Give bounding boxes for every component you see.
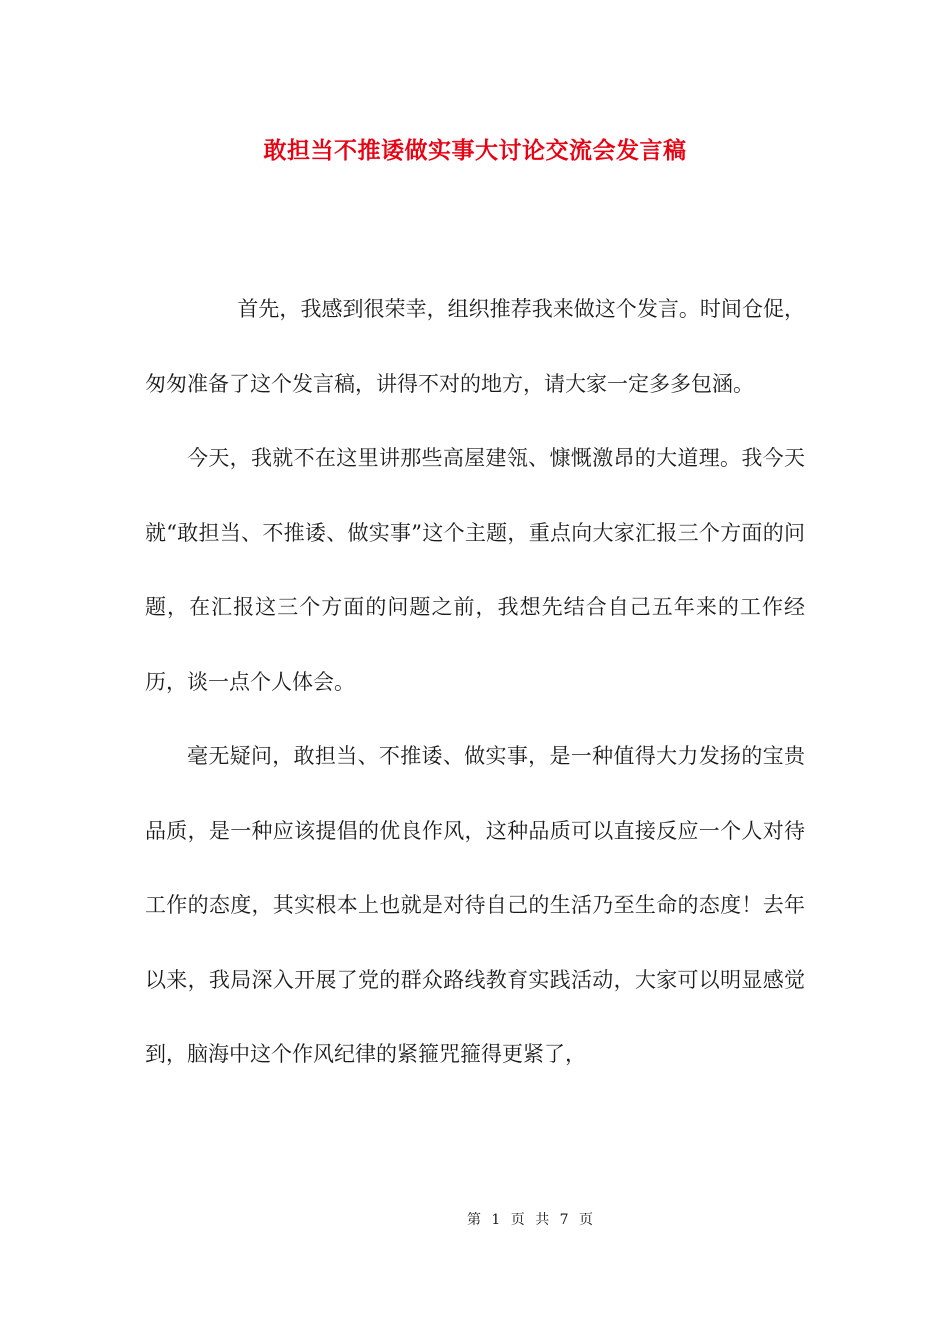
footer-page-word: 页 <box>510 1212 525 1228</box>
footer-total-prefix: 共 <box>535 1212 550 1228</box>
footer-total-pages: 7 <box>559 1212 569 1228</box>
paragraph-1: 首先，我感到很荣幸，组织推荐我来做这个发言。时间仓促，匆匆准备了这个发言稿，讲得不对的地方，请大家一定多多包涵。 <box>145 297 805 396</box>
document-title: 敢担当不推诿做实事大讨论交流会发言稿 <box>263 137 687 164</box>
document-body <box>145 272 805 1092</box>
footer-current-page: 1 <box>491 1212 501 1228</box>
footer-prefix: 第 <box>466 1212 481 1228</box>
footer-suffix: 页 <box>579 1212 594 1228</box>
paragraph-2: 今天，我就不在这里讲那些高屋建瓴、慷慨激昂的大道理。我今天就“敢担当、不推诿、做实事”这个主题，重点向大家汇报三个方面的问题，在汇报这三个方面的问题之前，我想先结合自己五年来的工作经历，谈一点个人体会。 <box>145 446 805 694</box>
page-footer <box>0 1209 950 1229</box>
paragraph-3: 毫无疑问，敢担当、不推诿、做实事，是一种值得大力发扬的宝贵品质，是一种应该提倡的优良作风，这种品质可以直接反应一个人对待工作的态度，其实根本上也就是对待自己的生活乃至生命的态度！去年以来，我局深入开展了党的群众路线教育实践活动，大家可以明显感觉到，脑海中这个作风纪律的紧箍咒箍得更紧了， <box>145 744 805 1066</box>
